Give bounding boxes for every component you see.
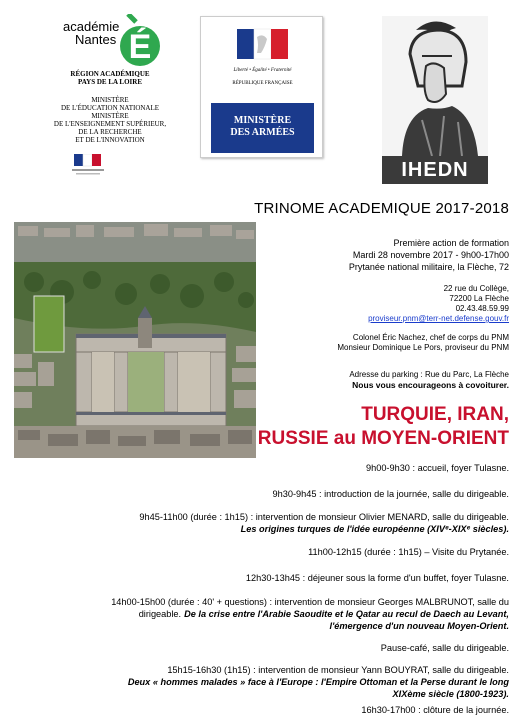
region-academique	[30, 70, 190, 86]
ministere-line: DE L'ENSEIGNEMENT SUPÉRIEUR,	[53, 120, 167, 128]
phone-number: 02.43.48.59.99	[455, 304, 509, 313]
bouyrat-topic-text-2: XIXème siècle (1800-1923).	[392, 689, 509, 699]
carpool-note: Nous vous encourageons à covoiturer.	[352, 380, 509, 390]
ministere-line: DE LA RECHERCHE	[78, 128, 142, 136]
tricolore-marianne-icon	[211, 27, 314, 79]
ministere-line: DE L'ÉDUCATION NATIONALE	[60, 104, 160, 112]
headline-line-1: TURQUIE, IRAN,	[361, 404, 509, 425]
programme-item-bouyrat-topic-2	[14, 689, 509, 701]
motto-text: Liberté • Égalité • Fraternité	[233, 68, 292, 73]
programme-item-malbrunot: 14h00-15h00 (durée : 40' + questions) : intervention de monsieur Georges MALBRUNOT, salle du	[111, 597, 509, 607]
page-title: TRINOME ACADEMIQUE 2017-2018	[254, 200, 509, 217]
email-link[interactable]: proviseur.pnm@terr-net.defense.gouv.fr	[368, 314, 509, 323]
ihedn-label: IHEDN	[382, 156, 488, 184]
republique-francaise-text: RÉPUBLIQUE FRANÇAISE	[232, 81, 293, 86]
parking-address: Adresse du parking : Rue du Parc, La Flèche	[349, 370, 509, 379]
programme-item-introduction: 9h30-9h45 : introduction de la journée, salle du dirigeable.	[272, 489, 509, 499]
malbrunot-room: dirigeable.	[138, 609, 182, 619]
nantes-word: Nantes	[75, 32, 117, 47]
ministeres-text	[30, 96, 190, 144]
marianne-block	[211, 27, 314, 95]
programme-item-cloture: 16h30-17h00 : clôture de la journée.	[361, 705, 509, 715]
ministere-line: MINISTÈRE	[91, 112, 129, 120]
programme-item-malbrunot-topic-2	[14, 621, 509, 633]
armees-blue-banner	[211, 103, 314, 153]
armees-line-2: DES ARMÉES	[230, 127, 295, 138]
republique-francaise-mini-logo	[68, 154, 108, 176]
programme-item-menard-topic	[14, 524, 509, 536]
event-place: Prytanée national militaire, la Flèche, 72	[348, 262, 509, 272]
academie-wordmark	[63, 20, 119, 46]
host-2: Monsieur Dominique Le Pors, proviseur du PNM	[337, 343, 509, 352]
ihedn-logo	[382, 16, 488, 184]
malbrunot-topic-text-2: l'émergence d'un nouveau Moyen-Orient.	[329, 621, 509, 631]
ministere-line: ET DE L'INNOVATION	[75, 136, 145, 144]
armees-line-1: MINISTÈRE	[233, 115, 292, 126]
programme-item-bouyrat-topic	[14, 677, 509, 689]
event-date: Mardi 28 novembre 2017 - 9h00-17h00	[352, 250, 509, 260]
academie-word: académie	[63, 19, 120, 34]
programme-item-bouyrat: 15h15-16h30 (1h15) : intervention de monsieur Yann BOUYRAT, salle du dirigeable.	[167, 665, 509, 675]
address-line-2: 72200 La Flèche	[449, 294, 509, 303]
programme-item-dejeuner: 12h30-13h45 : déjeuner sous la forme d'un buffet, foyer Tulasne.	[245, 573, 509, 583]
academie-e-emblem	[118, 14, 162, 70]
ministere-line: MINISTÈRE	[91, 96, 129, 104]
address-line-1: 22 rue du Collège,	[443, 284, 509, 293]
programme-item-accueil: 9h00-9h30 : accueil, foyer Tulasne.	[365, 463, 509, 473]
event-intro: Première action de formation	[393, 238, 509, 248]
host-1: Colonel Éric Nachez, chef de corps du PNM	[352, 333, 509, 342]
programme-item-malbrunot-topic	[14, 609, 509, 621]
programme-item-visite: 11h00-12h15 (durée : 1h15) – Visite du Prytanée.	[308, 547, 509, 557]
menard-topic-text: Les origines turques de l'idée européenne (XIVᵉ-XIXᵉ siècles).	[240, 524, 509, 534]
bouyrat-topic-text-1: Deux « hommes malades » face à l'Europe : l'Empire Ottoman et la Perse durant le long	[127, 677, 509, 687]
ministere-des-armees-logo	[200, 16, 323, 158]
malbrunot-topic-text-1: De la crise entre l'Arabie Saoudite et le Qatar au recul de Daech au Levant,	[184, 609, 509, 619]
programme-item-pause: Pause-café, salle du dirigeable.	[380, 643, 509, 653]
region-line: RÉGION ACADÉMIQUE	[70, 70, 150, 78]
prytanee-aerial-photo	[14, 222, 256, 458]
region-line: PAYS DE LA LOIRE	[78, 78, 142, 86]
athena-helmet-icon	[382, 16, 488, 156]
programme-item-menard: 9h45-11h00 (durée : 1h15) : intervention de monsieur Olivier MENARD, salle du dirigeable.	[139, 512, 509, 522]
headline-line-2: RUSSIE au MOYEN-ORIENT	[257, 428, 509, 449]
svg-text:É: É	[128, 28, 152, 66]
